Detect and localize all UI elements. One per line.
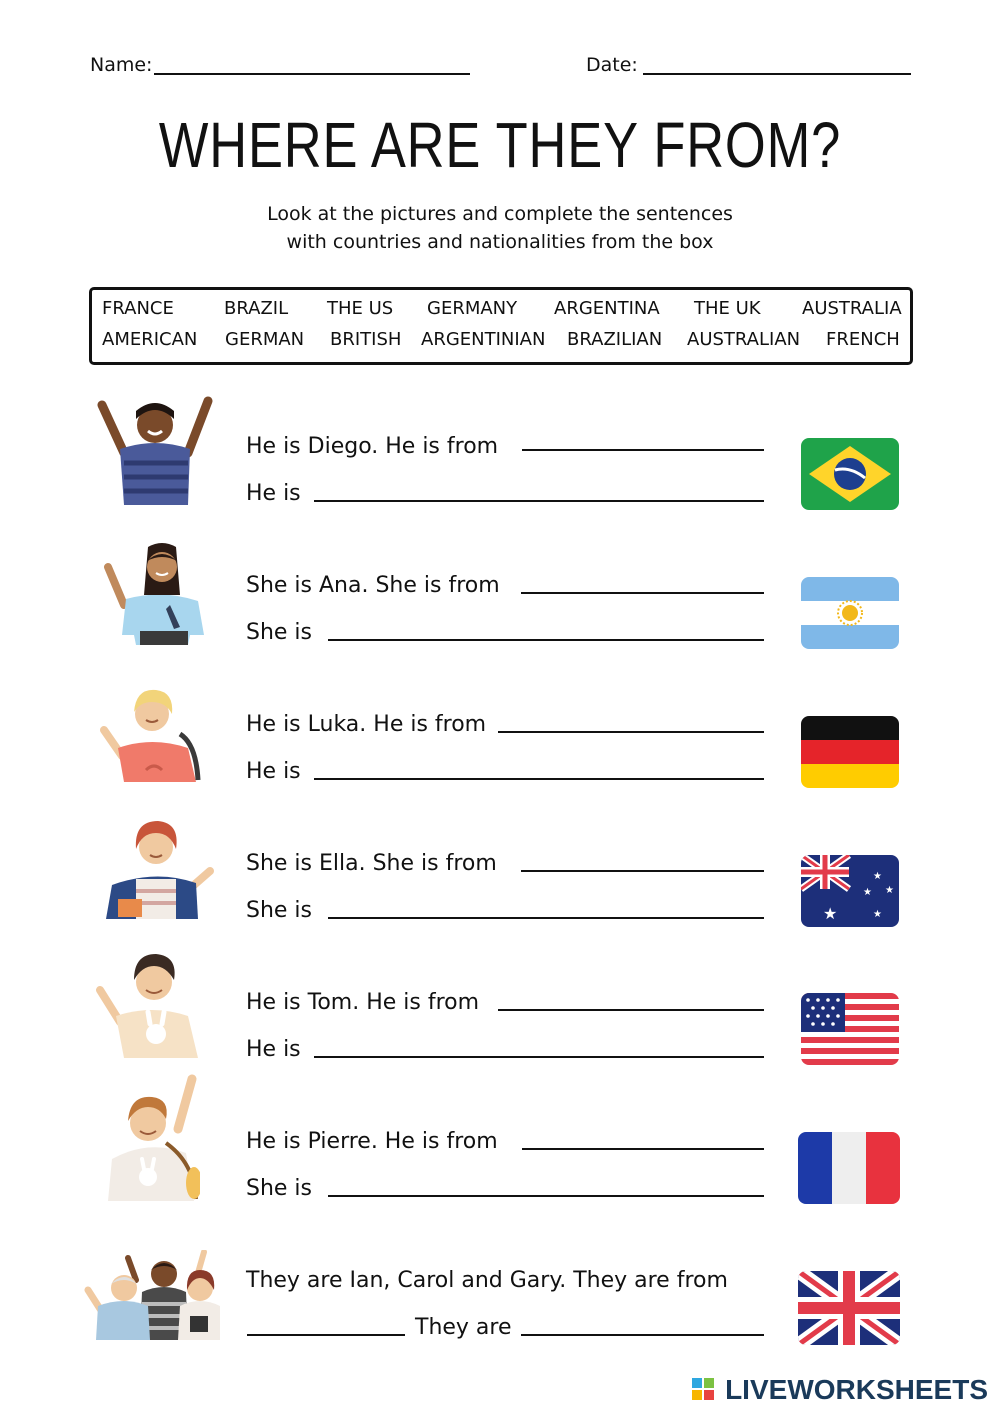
girl-with-book-illustration xyxy=(100,815,214,919)
word-box-item: FRENCH xyxy=(826,329,900,350)
answer-3-nationality[interactable] xyxy=(314,778,764,780)
boy-bunny-shirt-illustration xyxy=(96,950,204,1060)
svg-text:★: ★ xyxy=(863,887,872,898)
page-title: WHERE ARE THEY FROM? xyxy=(158,109,842,181)
word-box-item: BRAZIL xyxy=(224,298,289,319)
svg-text:★: ★ xyxy=(873,871,882,882)
word-box-item: BRITISH xyxy=(330,329,402,350)
word-box-item: AUSTRALIAN xyxy=(687,329,801,350)
sentence-4-line-2: She is xyxy=(246,898,313,923)
australia-flag xyxy=(801,855,899,927)
sentence-5-line-1: He is Tom. He is from xyxy=(246,990,480,1015)
uk-flag xyxy=(798,1271,900,1345)
answer-3-country[interactable] xyxy=(498,731,764,733)
france-flag xyxy=(798,1132,900,1204)
name-field[interactable] xyxy=(154,73,470,75)
word-box-item: AUSTRALIA xyxy=(802,298,902,319)
sentence-1-line-2: He is xyxy=(246,481,301,506)
girl-waving-illustration xyxy=(100,543,208,645)
answer-2-nationality[interactable] xyxy=(328,639,764,641)
sentence-1-line-1: He is Diego. He is from xyxy=(246,434,499,459)
liveworksheets-logo-icon xyxy=(692,1378,714,1402)
answer-6-country[interactable] xyxy=(522,1148,764,1150)
sentence-4-line-1: She is Ella. She is from xyxy=(246,851,497,876)
svg-text:★: ★ xyxy=(823,904,838,923)
sentence-2-line-2: She is xyxy=(246,620,313,645)
word-box-item: THE UK xyxy=(694,298,761,319)
word-box-item: ARGENTINIAN xyxy=(421,329,546,350)
sentence-7-line-2: They are xyxy=(415,1315,512,1340)
argentina-flag xyxy=(801,577,899,649)
answer-2-country[interactable] xyxy=(521,592,764,594)
word-box-item: GERMANY xyxy=(427,298,518,319)
sentence-2-line-1: She is Ana. She is from xyxy=(246,573,500,598)
answer-4-country[interactable] xyxy=(521,870,764,872)
sentence-6-line-2: She is xyxy=(246,1176,313,1201)
answer-1-country[interactable] xyxy=(522,449,764,451)
watermark: LIVEWORKSHEETS xyxy=(725,1374,988,1405)
word-box-item: GERMAN xyxy=(225,329,305,350)
sentence-3-line-2: He is xyxy=(246,759,301,784)
date-label: Date: xyxy=(586,54,638,76)
word-box-item: BRAZILIAN xyxy=(567,329,663,350)
germany-flag xyxy=(801,716,899,788)
brazil-flag xyxy=(801,438,899,510)
word-box-item: FRANCE xyxy=(102,298,174,319)
name-label: Name: xyxy=(90,54,153,76)
word-box-item: THE US xyxy=(327,298,394,319)
sentence-6-line-1: He is Pierre. He is from xyxy=(246,1129,498,1154)
boy-waving-illustration xyxy=(96,393,214,505)
answer-5-nationality[interactable] xyxy=(314,1056,764,1058)
boy-with-backpack-illustration xyxy=(96,684,206,784)
boy-waving-bag-illustration xyxy=(104,1073,200,1203)
svg-text:★: ★ xyxy=(873,909,882,920)
svg-text:★: ★ xyxy=(885,885,894,896)
word-box-item: AMERICAN xyxy=(102,329,198,350)
answer-7-country[interactable] xyxy=(247,1334,405,1336)
sentence-3-line-1: He is Luka. He is from xyxy=(246,712,487,737)
date-field[interactable] xyxy=(643,73,911,75)
sentence-7-line-1: They are Ian, Carol and Gary. They are from xyxy=(246,1268,728,1293)
answer-4-nationality[interactable] xyxy=(328,917,764,919)
answer-7-nationality[interactable] xyxy=(521,1334,764,1336)
instructions-line-1: Look at the pictures and complete the sentences xyxy=(267,203,733,225)
sentence-5-line-2: He is xyxy=(246,1037,301,1062)
answer-1-nationality[interactable] xyxy=(314,500,764,502)
word-box-item: ARGENTINA xyxy=(554,298,660,319)
instructions-line-2: with countries and nationalities from the box xyxy=(286,231,714,253)
answer-5-country[interactable] xyxy=(498,1009,764,1011)
answer-6-nationality[interactable] xyxy=(328,1195,764,1197)
group-of-three-kids-illustration xyxy=(84,1250,222,1340)
usa-flag xyxy=(801,993,899,1065)
